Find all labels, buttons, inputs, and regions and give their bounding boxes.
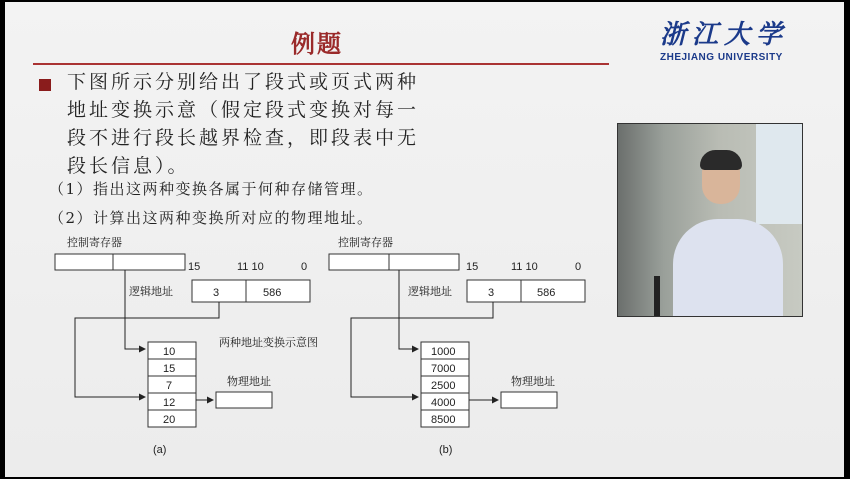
logical-address-a: [192, 280, 310, 302]
table-cell-b: 7000: [431, 363, 456, 375]
control-register-label-a: 控制寄存器: [67, 237, 122, 249]
bit-label-15-b: 15: [466, 261, 479, 273]
physical-address-label-b: 物理地址: [511, 376, 555, 388]
logical-address-label-b: 逻辑地址: [408, 286, 452, 298]
bit-label-11-10-a: 11 10: [237, 261, 264, 273]
paragraph-line: 下图所示分别给出了段式或页式两种: [67, 71, 420, 93]
university-logo-english: ZHEJIANG UNIVERSITY: [660, 52, 783, 63]
paragraph-line: 段长信息）。: [67, 155, 190, 177]
bit-label-0-b: 0: [575, 261, 582, 273]
table-cell-b: 2500: [431, 380, 456, 392]
control-register-label-b: 控制寄存器: [338, 237, 393, 249]
bit-label-0-a: 0: [301, 261, 308, 273]
logical-high-b: 3: [488, 287, 495, 299]
physical-address-label-a: 物理地址: [227, 376, 271, 388]
lecturer-video: [617, 123, 803, 317]
bit-label-15-a: 15: [188, 261, 201, 273]
question-1: （1）指出这两种变换各属于何种存储管理。: [49, 180, 374, 198]
logical-low-a: 586: [263, 287, 282, 299]
table-cell-b: 8500: [431, 414, 456, 426]
table-cell-a: 7: [166, 380, 173, 392]
slide: [5, 2, 844, 477]
physical-address-b: [501, 392, 557, 408]
table-cell-b: 1000: [431, 346, 456, 358]
diagram-caption: 两种地址变换示意图: [219, 337, 318, 349]
logical-high-a: 3: [213, 287, 220, 299]
table-cell-a: 20: [163, 414, 176, 426]
sub-label-b: (b): [439, 444, 453, 456]
control-register-b: [329, 254, 459, 270]
university-logo: 浙江大学: [660, 20, 789, 50]
paragraph-line: 段不进行段长越界检查，即段表中无: [67, 127, 420, 149]
bit-label-11-10-b: 11 10: [511, 261, 538, 273]
logical-address-b: [467, 280, 585, 302]
table-cell-a: 10: [163, 346, 176, 358]
table-cell-a: 15: [163, 363, 176, 375]
sub-label-a: (a): [153, 444, 167, 456]
physical-address-a: [216, 392, 272, 408]
question-2: （2）计算出这两种变换所对应的物理地址。: [49, 209, 374, 227]
slide-title: 例题: [291, 29, 343, 58]
logical-address-label-a: 逻辑地址: [129, 286, 173, 298]
table-cell-a: 12: [163, 397, 176, 409]
table-cell-b: 4000: [431, 397, 456, 409]
paragraph-line: 地址变换示意（假定段式变换对每一: [67, 99, 420, 121]
control-register-a: [55, 254, 185, 270]
logical-low-b: 586: [537, 287, 556, 299]
